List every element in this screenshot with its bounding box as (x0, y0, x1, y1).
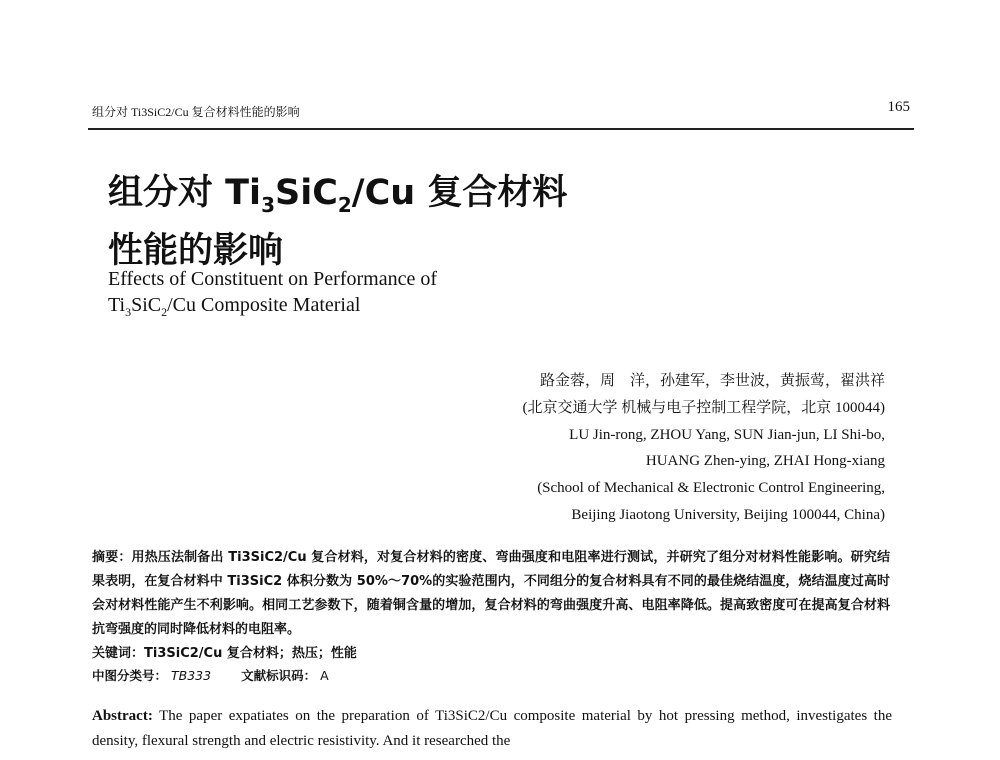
title-cn-part: 组分对 Ti (108, 173, 262, 213)
classification-line (92, 666, 333, 684)
author-line: LU Jin-rong, ZHOU Yang, SUN Jian-jun, LI Shi-bo, (569, 426, 885, 443)
keywords-text: Ti3SiC2/Cu 复合材料；热压；性能 (144, 646, 357, 661)
author-line: HUANG Zhen-ying, ZHAI Hong-xiang (645, 453, 885, 470)
title-en-part: Ti (108, 294, 126, 316)
doc-code-value: A (320, 668, 329, 683)
author-line: (School of Mechanical & Electronic Control Engineering, (537, 480, 885, 497)
title-en-line1: Effects of Constituent on Performance of (108, 268, 437, 290)
abstract-en-label: Abstract: (92, 708, 153, 724)
title-cn-part: /Cu 复合材料 (351, 173, 568, 213)
author-line: 路金蓉，周 洋，孙建军，李世波，黄振莺，翟洪祥 (539, 373, 885, 389)
running-header-title: 组分对 Ti3SiC2/Cu 复合材料性能的影响 (92, 105, 300, 119)
abstract-cn-text: 用热压法制备出 Ti3SiC2/Cu 复合材料，对复合材料的密度、弯曲强度和电阻率进行测试，并研究了组分对材料性能影响。研究结果表明，在复合材料中 Ti3SiC2 体积分数为 50%～70%的实验范围内，不同组分的复合材料具有不同的最佳烧结温度，烧结温度过高时会对材料性能产生不利影响。相同工艺参数下，随着铜含量的增加，复合材料的弯曲强度升高、电阻率降低。提高致密度可在提高复合材料抗弯强度的同时降低材料的电阻率。 (92, 550, 890, 637)
abstract-en-text: The paper expatiates on the preparation of Ti3SiC2/Cu composite material by hot pressing method, investigates the density, flexural strength and electric resistivity. And it researched the (92, 708, 893, 749)
header-rule (88, 128, 914, 130)
title-cn-part: SiC (274, 173, 338, 213)
classification-label: 中图分类号： (92, 668, 168, 683)
title-cn-sub: 2 (337, 193, 352, 217)
abstract-cn-label: 摘要： (92, 550, 132, 565)
title-cn (108, 170, 567, 274)
page-number: 165 (887, 99, 910, 115)
author-line: (北京交通大学 机械与电子控制工程学院，北京 100044) (522, 399, 885, 416)
title-cn-sub: 3 (261, 193, 275, 217)
authors-block (523, 368, 886, 529)
classification-value: TB333 (171, 668, 212, 683)
title-en (108, 266, 437, 325)
abstract-cn (92, 546, 890, 666)
title-en-sub: 3 (125, 305, 132, 319)
title-en-part: SiC (131, 294, 162, 316)
title-cn-line2: 性能的影响 (108, 231, 284, 271)
abstract-en (92, 704, 892, 754)
doc-code-label: 文献标识码： (241, 668, 317, 683)
title-en-part: /Cu Composite Material (167, 294, 361, 316)
title-en-sub: 2 (161, 305, 168, 319)
keywords-label: 关键词： (92, 646, 145, 661)
author-line: Beijing Jiaotong University, Beijing 100044, China) (571, 506, 885, 523)
